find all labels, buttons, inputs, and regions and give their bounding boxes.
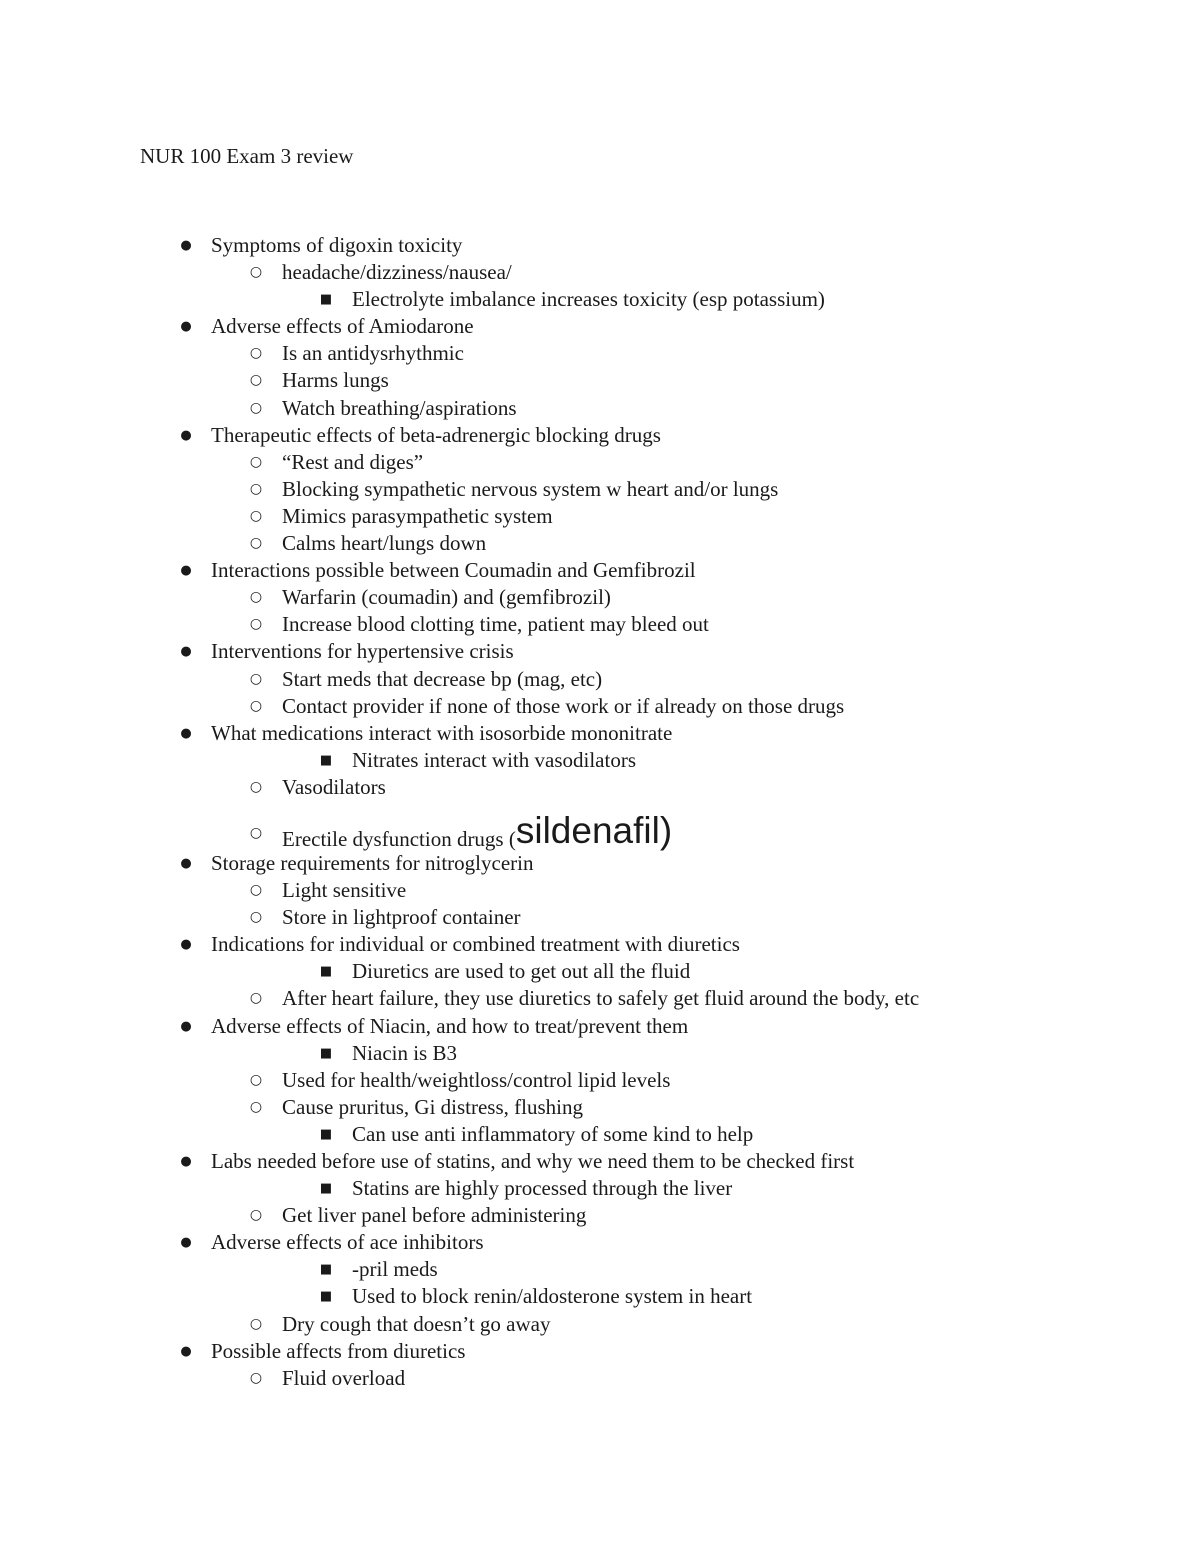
- item-text: Electrolyte imbalance increases toxicity (esp potassium): [352, 287, 825, 312]
- bullet-square: ■: [319, 292, 333, 308]
- outline-item-text: [282, 985, 919, 1012]
- bullet-circle: ○: [249, 1207, 263, 1224]
- item-text: Used to block renin/aldosterone system in heart: [352, 1284, 753, 1309]
- bullet-circle: ○: [249, 909, 263, 926]
- bullet-circle: ○: [249, 264, 263, 281]
- item-text: Used for health/weightloss/control lipid levels: [282, 1067, 671, 1092]
- bullet-circle: ○: [249, 480, 263, 497]
- outline-item-text: [282, 584, 611, 611]
- outline-item-text: [211, 1338, 465, 1365]
- item-text: Adverse effects of ace inhibitors: [211, 1230, 484, 1255]
- outline-item-text: [352, 1040, 457, 1067]
- outline-item-text: [282, 395, 517, 422]
- item-large-text: sildenafil): [515, 809, 673, 851]
- bullet-dot: ●: [180, 725, 192, 741]
- outline-item-text: [352, 1256, 438, 1283]
- bullet-circle: ○: [249, 697, 263, 714]
- item-text: headache/dizziness/nausea/: [282, 260, 512, 285]
- outline-item-text: [282, 1094, 583, 1121]
- bullet-dot: ●: [180, 1018, 192, 1034]
- outline-item-text: [211, 931, 740, 958]
- item-text: Vasodilators: [282, 774, 386, 799]
- bullet-square: ■: [319, 1045, 333, 1061]
- outline-item-text: [282, 693, 844, 720]
- outline-item-text: [282, 774, 386, 801]
- outline-item-text: [352, 286, 825, 313]
- item-text: Contact provider if none of those work or if already on those drugs: [282, 693, 845, 718]
- outline-item-text: [282, 1365, 405, 1392]
- item-text: Mimics parasympathetic system: [282, 503, 553, 528]
- item-text: Can use anti inflammatory of some kind to help: [352, 1121, 754, 1146]
- bullet-circle: ○: [249, 1098, 263, 1115]
- outline-item-text: [282, 904, 521, 931]
- bullet-circle: ○: [249, 1315, 263, 1332]
- outline-item-text: [282, 1311, 550, 1338]
- bullet-square: ■: [319, 1181, 333, 1197]
- outline-item-text: [211, 850, 533, 877]
- item-text: -pril meds: [352, 1257, 438, 1282]
- item-text: Increase blood clotting time, patient may bleed out: [282, 612, 709, 637]
- bullet-circle: ○: [249, 616, 263, 633]
- outline-item-text: [282, 666, 602, 693]
- document-title: NUR 100 Exam 3 review: [140, 144, 354, 168]
- bullet-dot: ●: [180, 1235, 192, 1251]
- item-text: Storage requirements for nitroglycerin: [211, 850, 534, 875]
- bullet-circle: ○: [249, 507, 263, 524]
- bullet-dot: ●: [180, 644, 192, 660]
- bullet-dot: ●: [180, 1343, 192, 1359]
- item-text: Get liver panel before administering: [282, 1203, 587, 1228]
- item-text: Symptoms of digoxin toxicity: [211, 233, 463, 257]
- bullet-dot: ●: [180, 937, 192, 953]
- item-text: Warfarin (coumadin) and (gemfibrozil): [282, 585, 611, 610]
- bullet-circle: ○: [249, 399, 263, 416]
- item-text: Store in lightproof container: [282, 905, 521, 930]
- outline-item-text: [282, 530, 486, 557]
- outline-item-text: [352, 1121, 753, 1148]
- item-text: Start meds that decrease bp (mag, etc): [282, 666, 603, 691]
- item-text: Interventions for hypertensive crisis: [211, 639, 514, 664]
- bullet-dot: ●: [180, 319, 192, 335]
- item-text: Cause pruritus, Gi distress, flushing: [282, 1094, 583, 1119]
- bullet-circle: ○: [249, 535, 263, 552]
- outline-item-text: [282, 1067, 670, 1094]
- outline-item-text: [282, 877, 406, 904]
- item-text: Light sensitive: [282, 878, 407, 903]
- outline-item-text: [211, 1013, 688, 1040]
- bullet-circle: ○: [249, 589, 263, 606]
- outline-item-text: [282, 1202, 586, 1229]
- item-text: Harms lungs: [282, 368, 389, 393]
- outline-item-text: [352, 958, 690, 985]
- item-text: Erectile dysfunction drugs (: [282, 826, 516, 851]
- bullet-dot: ●: [180, 563, 192, 579]
- outline-item-text: [282, 449, 423, 476]
- item-text: What medications interact with isosorbide mononitrate: [211, 720, 673, 745]
- bullet-circle: ○: [249, 824, 263, 841]
- outline-item-text: [282, 611, 709, 638]
- item-text: Indications for individual or combined treatment with diuretics: [211, 932, 740, 957]
- outline-item-text: [211, 313, 474, 340]
- item-text: Niacin is B3: [352, 1040, 457, 1065]
- item-text: Statins are highly processed through the liver: [352, 1176, 733, 1201]
- item-text: Blocking sympathetic nervous system w heart and/or lungs: [282, 476, 779, 501]
- outline-item-text: [211, 638, 514, 665]
- item-text: Therapeutic effects of beta-adrenergic blocking drugs: [211, 422, 661, 447]
- bullet-circle: ○: [249, 882, 263, 899]
- outline-item-text: [352, 1283, 752, 1310]
- outline-item-text: [352, 1175, 732, 1202]
- bullet-square: ■: [319, 964, 333, 980]
- outline-item-text: [211, 232, 462, 259]
- outline-item-text: [282, 259, 512, 286]
- bullet-dot: ●: [180, 427, 192, 443]
- item-text: Labs needed before use of statins, and why we need them to be checked first: [211, 1149, 855, 1173]
- outline-item-text: [211, 720, 672, 747]
- item-text: Is an antidysrhythmic: [282, 341, 464, 366]
- outline-item-text: [352, 747, 636, 774]
- outline-item-text: [282, 367, 389, 394]
- bullet-dot: ●: [180, 855, 192, 871]
- outline-item-text: [282, 340, 464, 367]
- item-text: After heart failure, they use diuretics to safely get fluid around the body, etc: [282, 986, 920, 1011]
- bullet-dot: ●: [180, 238, 192, 253]
- item-text: Diuretics are used to get out all the fluid: [352, 959, 691, 984]
- outline-item-text: [211, 422, 661, 449]
- bullet-circle: ○: [249, 1071, 263, 1088]
- bullet-circle: ○: [249, 1369, 263, 1386]
- outline-item-text: [282, 503, 553, 530]
- outline-item-text: [211, 1229, 484, 1256]
- item-text: Calms heart/lungs down: [282, 531, 487, 556]
- outline-item-text: [211, 1148, 854, 1175]
- bullet-circle: ○: [249, 372, 263, 389]
- bullet-circle: ○: [249, 345, 263, 362]
- bullet-dot: ●: [180, 1154, 192, 1169]
- bullet-circle: ○: [249, 453, 263, 470]
- bullet-square: ■: [319, 1289, 333, 1305]
- item-text: Dry cough that doesn’t go away: [282, 1311, 551, 1336]
- item-text: Interactions possible between Coumadin and Gemfibrozil: [211, 558, 696, 583]
- item-text: Fluid overload: [282, 1365, 406, 1390]
- bullet-circle: ○: [249, 778, 263, 795]
- item-text: Adverse effects of Niacin, and how to treat/prevent them: [211, 1013, 689, 1038]
- outline-item-text: [211, 557, 696, 584]
- bullet-square: ■: [319, 752, 333, 768]
- outline-item-text: [282, 476, 778, 503]
- bullet-square: ■: [319, 1126, 333, 1142]
- bullet-circle: ○: [249, 990, 263, 1007]
- item-text: Nitrates interact with vasodilators: [352, 747, 637, 772]
- item-text: Watch breathing/aspirations: [282, 395, 517, 420]
- item-text: “Rest and diges”: [282, 449, 424, 474]
- bullet-circle: ○: [249, 670, 263, 687]
- item-text: Possible affects from diuretics: [211, 1338, 466, 1363]
- item-text: Adverse effects of Amiodarone: [211, 314, 474, 339]
- bullet-square: ■: [319, 1262, 333, 1278]
